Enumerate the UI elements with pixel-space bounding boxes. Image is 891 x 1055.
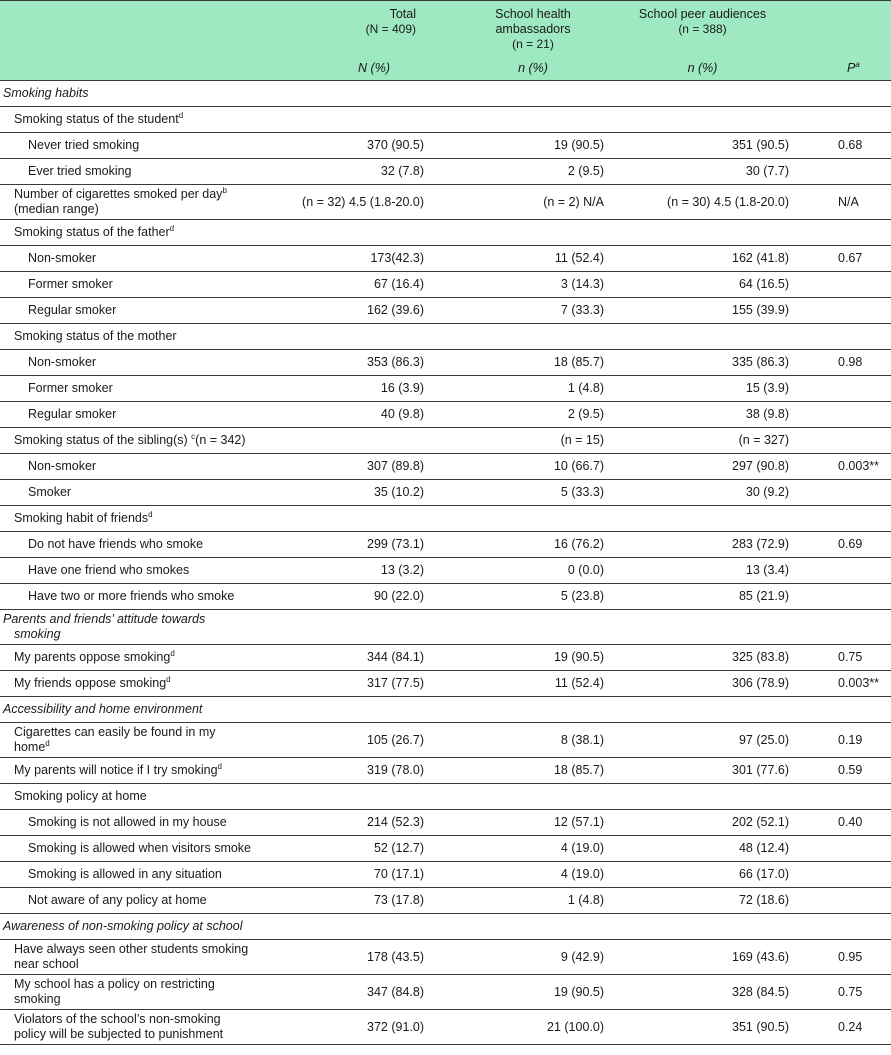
cell-total xyxy=(290,428,430,454)
cell-total xyxy=(290,506,430,532)
table-row xyxy=(0,610,891,645)
row-label-text: Accessibility and home environment xyxy=(3,702,203,716)
cell-total: 173(42.3) xyxy=(370,251,424,265)
row-footnote-mark: d xyxy=(166,674,171,684)
cell-total: 162 (39.6) xyxy=(367,303,424,317)
cell-ambassadors xyxy=(430,784,612,810)
header-ambassadors xyxy=(430,1,612,53)
cell-peers xyxy=(612,324,793,350)
table-row xyxy=(0,975,891,1010)
row-label-text: Non-smoker xyxy=(28,251,97,265)
cell-peers: (n = 327) xyxy=(738,433,789,447)
cell-peers: 15 (3.9) xyxy=(745,381,789,395)
row-label xyxy=(0,81,290,107)
header-total-label: Total xyxy=(389,7,416,21)
row-label-text: Number of cigarettes smoked per day xyxy=(14,187,223,201)
cell-p-value xyxy=(793,81,891,107)
row-footnote-mark: d xyxy=(45,738,50,748)
header-unit-ambassadors: n (%) xyxy=(518,61,548,75)
table-row xyxy=(0,159,891,185)
cell-p-value xyxy=(793,428,891,454)
table-row xyxy=(0,862,891,888)
cell-ambassadors xyxy=(430,107,612,133)
cell-total: 105 (26.7) xyxy=(367,732,424,747)
cell-p-value xyxy=(793,298,891,324)
cell-p-value: 0.68 xyxy=(838,138,863,152)
cell-ambassadors: 8 (38.1) xyxy=(560,732,604,747)
row-label-text: Smoking status of the mother xyxy=(14,329,177,343)
cell-peers: 48 (12.4) xyxy=(738,841,789,855)
cell-p-value: 0.59 xyxy=(838,763,863,777)
cell-total: 370 (90.5) xyxy=(367,138,424,152)
cell-ambassadors: 16 (76.2) xyxy=(553,537,604,551)
cell-total: 13 (3.2) xyxy=(380,563,424,577)
row-label-text: Have always seen other students smoking xyxy=(14,942,249,956)
table-body xyxy=(0,81,891,1045)
cell-peers: 155 (39.9) xyxy=(732,303,789,317)
row-label xyxy=(0,584,290,610)
row-label xyxy=(0,723,290,758)
row-label-text: Former smoker xyxy=(28,381,113,395)
cell-ambassadors xyxy=(430,610,612,645)
cell-total: 317 (77.5) xyxy=(367,676,424,690)
cell-ambassadors: (n = 15) xyxy=(560,433,604,447)
cell-peers xyxy=(612,914,793,940)
table-row xyxy=(0,185,891,220)
table-row xyxy=(0,810,891,836)
row-label xyxy=(0,532,290,558)
row-footnote-mark: d xyxy=(217,761,222,771)
cell-total: 344 (84.1) xyxy=(367,650,424,664)
header-ambassadors-n: (n = 21) xyxy=(512,37,554,51)
cell-peers xyxy=(612,81,793,107)
cell-peers: 13 (3.4) xyxy=(745,563,789,577)
row-label-text: Smoking habit of friends xyxy=(14,511,149,525)
cell-peers: 169 (43.6) xyxy=(732,949,789,964)
row-label xyxy=(0,428,290,454)
header-unit-empty xyxy=(0,52,290,81)
cell-peers: 97 (25.0) xyxy=(738,732,789,747)
cell-peers: 72 (18.6) xyxy=(738,893,789,907)
row-label xyxy=(0,758,290,784)
header-peers-label: School peer audiences xyxy=(638,7,767,21)
cell-p-value xyxy=(793,272,891,298)
table-row xyxy=(0,402,891,428)
cell-ambassadors: 19 (90.5) xyxy=(553,984,604,999)
table-row xyxy=(0,324,891,350)
cell-peers: 283 (72.9) xyxy=(732,537,789,551)
cell-total xyxy=(290,107,430,133)
row-label-text: Parents and friends’ attitude towards xyxy=(3,612,206,626)
table-row xyxy=(0,558,891,584)
cell-total: 178 (43.5) xyxy=(367,949,424,964)
row-label-text: Smoking is not allowed in my house xyxy=(28,815,227,829)
cell-total: 214 (52.3) xyxy=(367,815,424,829)
cell-total: 67 (16.4) xyxy=(373,277,424,291)
row-label-line2: policy will be subjected to punishment xyxy=(14,1027,224,1041)
cell-p-value: 0.75 xyxy=(838,650,863,664)
cell-p-value: 0.75 xyxy=(838,984,863,999)
cell-p-value xyxy=(793,324,891,350)
cell-total xyxy=(290,81,430,107)
table-row xyxy=(0,836,891,862)
header-p-empty xyxy=(793,1,891,53)
cell-ambassadors: 5 (23.8) xyxy=(560,589,604,603)
table-row xyxy=(0,506,891,532)
cell-p-value xyxy=(793,159,891,185)
cell-total: 299 (73.1) xyxy=(367,537,424,551)
cell-ambassadors xyxy=(430,220,612,246)
cell-ambassadors: 7 (33.3) xyxy=(560,303,604,317)
cell-total xyxy=(290,697,430,723)
row-footnote-mark: d xyxy=(169,223,175,233)
cell-ambassadors: 5 (33.3) xyxy=(560,485,604,499)
row-label xyxy=(0,697,290,723)
row-label-text: Smoker xyxy=(28,485,72,499)
cell-p-value: 0.19 xyxy=(838,732,863,747)
row-label xyxy=(0,975,290,1010)
cell-ambassadors: 11 (52.4) xyxy=(554,251,604,265)
cell-peers: 85 (21.9) xyxy=(738,589,789,603)
row-label xyxy=(0,558,290,584)
cell-peers: 66 (17.0) xyxy=(738,867,789,881)
cell-p-value xyxy=(793,220,891,246)
table-row xyxy=(0,107,891,133)
cell-ambassadors: 21 (100.0) xyxy=(547,1019,604,1034)
row-label xyxy=(0,671,290,697)
row-label-text: My parents oppose smoking xyxy=(14,650,171,664)
cell-p-value xyxy=(793,888,891,914)
row-label-text: Non-smoker xyxy=(28,355,97,369)
cell-ambassadors: 19 (90.5) xyxy=(553,138,604,152)
row-label-text: My friends oppose smoking xyxy=(14,676,167,690)
table-row xyxy=(0,376,891,402)
row-label-text: Ever tried smoking xyxy=(28,164,132,178)
cell-peers: 306 (78.9) xyxy=(732,676,789,690)
row-label-line2: smoking xyxy=(14,627,61,641)
cell-ambassadors: 18 (85.7) xyxy=(553,763,604,777)
cell-total: 16 (3.9) xyxy=(380,381,424,395)
cell-peers: 38 (9.8) xyxy=(745,407,789,421)
row-label-text: Non-smoker xyxy=(28,459,97,473)
row-label-text: Have two or more friends who smoke xyxy=(28,589,235,603)
cell-total: 40 (9.8) xyxy=(380,407,424,421)
cell-p-value xyxy=(793,107,891,133)
cell-peers: 30 (9.2) xyxy=(745,485,789,499)
cell-peers xyxy=(612,784,793,810)
cell-ambassadors xyxy=(430,697,612,723)
table-row xyxy=(0,914,891,940)
cell-p-value xyxy=(793,836,891,862)
row-label xyxy=(0,402,290,428)
cell-ambassadors: 1 (4.8) xyxy=(567,893,604,907)
cell-total: 347 (84.8) xyxy=(367,984,424,999)
table-row xyxy=(0,784,891,810)
row-label xyxy=(0,645,290,671)
row-label-text: Smoking is allowed in any situation xyxy=(28,867,222,881)
header-p-label: P xyxy=(847,61,856,75)
row-label-text: My parents will notice if I try smoking xyxy=(14,763,218,777)
cell-peers: 162 (41.8) xyxy=(732,251,789,265)
cell-peers: 202 (52.1) xyxy=(732,815,789,829)
cell-p-value xyxy=(793,610,891,645)
cell-ambassadors xyxy=(430,506,612,532)
table-row xyxy=(0,220,891,246)
table-row xyxy=(0,940,891,975)
cell-peers: 328 (84.5) xyxy=(732,984,789,999)
row-label xyxy=(0,324,290,350)
cell-p-value: 0.95 xyxy=(838,949,863,964)
cell-p-value: 0.003** xyxy=(838,459,880,473)
cell-peers xyxy=(612,610,793,645)
table-row xyxy=(0,758,891,784)
cell-total xyxy=(290,914,430,940)
row-label-line2: (median range) xyxy=(14,202,99,216)
cell-ambassadors xyxy=(430,914,612,940)
row-label-text: Have one friend who smokes xyxy=(28,563,190,577)
cell-p-value: 0.24 xyxy=(838,1019,863,1034)
table-row xyxy=(0,272,891,298)
table-row xyxy=(0,1010,891,1045)
row-label-text: Smoking policy at home xyxy=(14,789,147,803)
table-row xyxy=(0,645,891,671)
cell-total xyxy=(290,784,430,810)
header-unit-peers: n (%) xyxy=(687,61,718,75)
cell-ambassadors: 12 (57.1) xyxy=(553,815,604,829)
row-label xyxy=(0,272,290,298)
cell-p-value: 0.40 xyxy=(838,815,863,829)
cell-p-value: 0.69 xyxy=(838,537,863,551)
row-label xyxy=(0,940,290,975)
row-label xyxy=(0,888,290,914)
cell-p-value: 0.98 xyxy=(838,355,863,369)
row-footnote-mark: c xyxy=(191,431,196,441)
cell-ambassadors: 4 (19.0) xyxy=(560,867,604,881)
cell-total: 307 (89.8) xyxy=(367,459,424,473)
cell-p-value: 0.67 xyxy=(838,251,863,265)
table-row xyxy=(0,246,891,272)
cell-peers: (n = 30) 4.5 (1.8-20.0) xyxy=(667,194,789,209)
row-label-text: Smoking habits xyxy=(3,86,89,100)
row-label xyxy=(0,107,290,133)
cell-total: 372 (91.0) xyxy=(367,1019,424,1034)
row-label xyxy=(0,376,290,402)
row-label xyxy=(0,810,290,836)
row-label xyxy=(0,610,290,645)
row-label-text: Never tried smoking xyxy=(28,138,140,152)
row-footnote-mark: d xyxy=(170,648,175,658)
row-label xyxy=(0,506,290,532)
table-row xyxy=(0,532,891,558)
cell-p-value xyxy=(793,784,891,810)
cell-ambassadors: 9 (42.9) xyxy=(560,949,604,964)
row-label xyxy=(0,836,290,862)
row-label-line2: home xyxy=(14,740,46,754)
row-footnote-mark: d xyxy=(148,509,153,519)
row-label-text: Regular smoker xyxy=(28,407,117,421)
table-row xyxy=(0,480,891,506)
cell-total: 52 (12.7) xyxy=(373,841,424,855)
row-label-line2: near school xyxy=(14,957,79,971)
cell-ambassadors: 1 (4.8) xyxy=(567,381,604,395)
row-label-text: Violators of the school’s non-smoking xyxy=(14,1012,221,1026)
cell-peers xyxy=(612,220,793,246)
cell-ambassadors: 11 (52.4) xyxy=(554,676,604,690)
row-footnote-mark: d xyxy=(178,110,184,120)
row-label-text: Awareness of non-smoking policy at school xyxy=(3,919,243,933)
cell-peers xyxy=(612,697,793,723)
cell-peers: 351 (90.5) xyxy=(732,1019,789,1034)
cell-ambassadors: 3 (14.3) xyxy=(560,277,604,291)
row-label-n: (n = 342) xyxy=(195,433,246,447)
cell-total xyxy=(290,220,430,246)
cell-ambassadors: 2 (9.5) xyxy=(567,407,604,421)
cell-peers xyxy=(612,506,793,532)
cell-p-value xyxy=(793,914,891,940)
cell-total: 32 (7.8) xyxy=(380,164,424,178)
header-total-n: (N = 409) xyxy=(365,22,416,36)
row-label-text: Smoking status of the student xyxy=(14,112,179,126)
cell-ambassadors: 0 (0.0) xyxy=(567,563,604,577)
cell-p-value xyxy=(793,558,891,584)
header-total xyxy=(290,1,430,53)
table-row xyxy=(0,697,891,723)
row-label xyxy=(0,914,290,940)
row-label-text: Smoking status of the father xyxy=(14,225,170,239)
row-label xyxy=(0,185,290,220)
table-row xyxy=(0,350,891,376)
row-label xyxy=(0,480,290,506)
row-label xyxy=(0,1010,290,1045)
cell-peers xyxy=(612,107,793,133)
row-label xyxy=(0,862,290,888)
row-label xyxy=(0,350,290,376)
cell-total: 90 (22.0) xyxy=(373,589,424,603)
cell-p-value xyxy=(793,697,891,723)
cell-ambassadors xyxy=(430,81,612,107)
row-label-text: Cigarettes can easily be found in my xyxy=(14,725,216,739)
header-peers xyxy=(612,1,793,53)
row-label xyxy=(0,454,290,480)
header-p-sup: a xyxy=(855,59,860,69)
header-p xyxy=(793,52,891,81)
table-row xyxy=(0,888,891,914)
table-row xyxy=(0,133,891,159)
row-label-text: Do not have friends who smoke xyxy=(28,537,204,551)
cell-total: 35 (10.2) xyxy=(373,485,424,499)
cell-p-value xyxy=(793,584,891,610)
row-label-text: Smoking is allowed when visitors smoke xyxy=(28,841,252,855)
cell-ambassadors: (n = 2) N/A xyxy=(543,194,604,209)
cell-peers: 301 (77.6) xyxy=(732,763,789,777)
cell-p-value xyxy=(793,376,891,402)
row-label xyxy=(0,133,290,159)
table-row xyxy=(0,584,891,610)
cell-total: 319 (78.0) xyxy=(367,763,424,777)
cell-total xyxy=(290,610,430,645)
table-row xyxy=(0,81,891,107)
table-row xyxy=(0,454,891,480)
cell-p-value: 0.003** xyxy=(838,676,880,690)
cell-total: 353 (86.3) xyxy=(367,355,424,369)
cell-ambassadors: 19 (90.5) xyxy=(553,650,604,664)
cell-p-value xyxy=(793,480,891,506)
cell-p-value xyxy=(793,862,891,888)
row-label-text: Smoking status of the sibling(s) xyxy=(14,433,192,447)
cell-peers: 335 (86.3) xyxy=(732,355,789,369)
table-row xyxy=(0,671,891,697)
table-header xyxy=(0,1,891,81)
cell-peers: 30 (7.7) xyxy=(745,164,789,178)
header-unit-total: N (%) xyxy=(358,61,390,75)
row-label xyxy=(0,784,290,810)
row-label xyxy=(0,298,290,324)
header-peers-n: (n = 388) xyxy=(678,22,727,36)
row-label xyxy=(0,246,290,272)
cell-total: 70 (17.1) xyxy=(373,867,424,881)
cell-total xyxy=(290,324,430,350)
row-label-text: Not aware of any policy at home xyxy=(28,893,207,907)
table-row xyxy=(0,723,891,758)
cell-p-value xyxy=(793,506,891,532)
cell-ambassadors: 10 (66.7) xyxy=(553,459,604,473)
cell-peers: 297 (90.8) xyxy=(732,459,789,473)
cell-ambassadors xyxy=(430,324,612,350)
cell-peers: 325 (83.8) xyxy=(732,650,789,664)
cell-p-value: N/A xyxy=(838,194,859,209)
cell-peers: 64 (16.5) xyxy=(738,277,789,291)
row-label xyxy=(0,159,290,185)
header-ambassadors-label: School health ambassadors xyxy=(495,7,571,36)
cell-total: 73 (17.8) xyxy=(373,893,424,907)
row-label-text: My school has a policy on restricting xyxy=(14,977,215,991)
cell-ambassadors: 18 (85.7) xyxy=(553,355,604,369)
cell-total: (n = 32) 4.5 (1.8-20.0) xyxy=(302,194,424,209)
header-empty xyxy=(0,1,290,53)
table-row xyxy=(0,298,891,324)
cell-p-value xyxy=(793,402,891,428)
row-label-text: Former smoker xyxy=(28,277,113,291)
cell-ambassadors: 2 (9.5) xyxy=(567,164,604,178)
row-label-text: Regular smoker xyxy=(28,303,117,317)
table-row xyxy=(0,428,891,454)
cell-ambassadors: 4 (19.0) xyxy=(560,841,604,855)
row-footnote-mark: b xyxy=(222,185,227,195)
cell-peers: 351 (90.5) xyxy=(732,138,789,152)
row-label-line2: smoking xyxy=(14,992,61,1006)
row-label xyxy=(0,220,290,246)
